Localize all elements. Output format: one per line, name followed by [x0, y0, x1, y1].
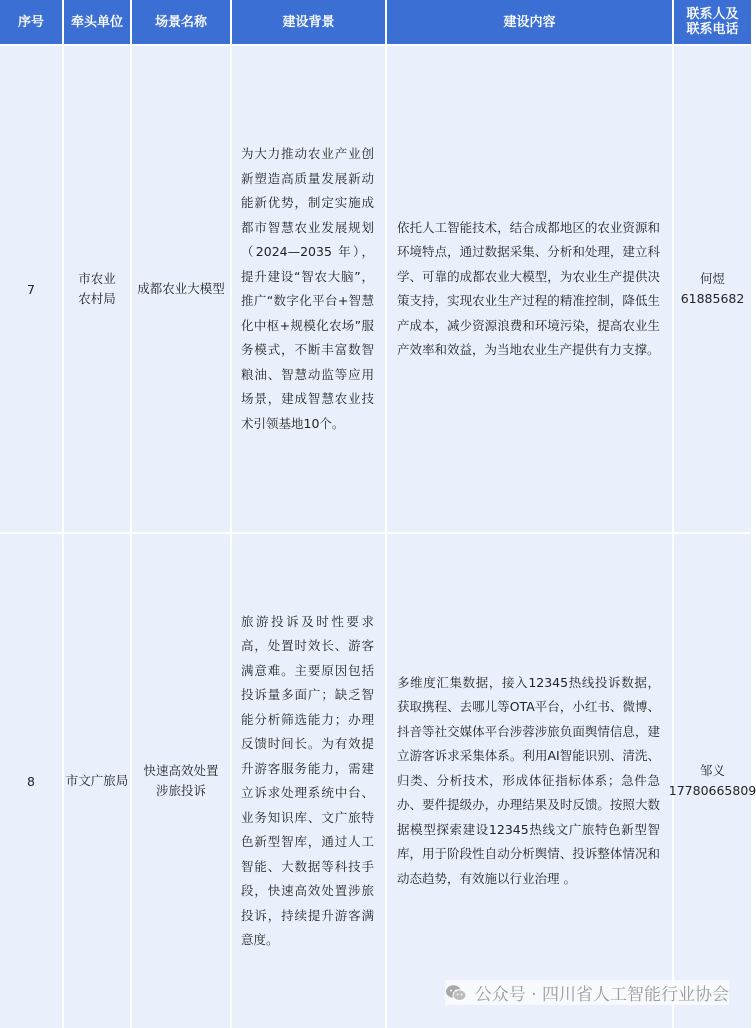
row-contact-phone: 61885682 — [680, 291, 745, 306]
header-contact-line1: 联系人及 — [686, 7, 739, 22]
header-content: 建设内容 — [387, 0, 674, 44]
table-row — [0, 46, 751, 532]
row-background — [232, 534, 387, 1028]
header-contact — [674, 0, 751, 44]
row-unit — [64, 46, 132, 532]
row-scene — [132, 46, 232, 532]
row-background-text: 为大力推动农业产业创新塑造高质量发展新动能新优势，制定实施成都市智慧农业发展规划（2024—2035 年），提升建设“智农大脑”，推广“数字化平台+智慧化中枢+规模化农场”服务模式，不断丰富数智粮油、智慧动监等应用场景，建成智慧农业技术引领基地10个。 — [241, 146, 374, 431]
wechat-icon — [445, 984, 467, 1002]
row-unit-line1: 市农业 — [78, 271, 116, 286]
row-contact — [674, 46, 751, 532]
row-contact-name: 何煜 — [699, 271, 725, 286]
row-unit — [64, 534, 132, 1028]
row-num: 7 — [0, 46, 64, 532]
row-scene-line1: 快速高效处置 — [143, 763, 219, 778]
header-num: 序号 — [0, 0, 64, 44]
row-contact-name: 邹义 — [699, 763, 725, 778]
row-unit-line2: 农村局 — [78, 291, 116, 306]
header-contact-line2: 联系电话 — [686, 22, 739, 37]
row-content — [387, 46, 674, 532]
row-scene-line2: 涉旅投诉 — [155, 783, 206, 798]
header-background: 建设背景 — [232, 0, 387, 44]
watermark-text: 公众号 · 四川省人工智能行业协会 — [474, 985, 729, 1005]
row-contact-phone: 17780665809 — [668, 783, 756, 798]
row-num: 8 — [0, 534, 64, 1028]
watermark — [445, 980, 729, 1005]
row-contact — [668, 534, 756, 1028]
row-content-text: 依托人工智能技术，结合成都地区的农业资源和环境特点，通过数据采集、分析和处理，建立科学、可靠的成都农业大模型，为农业生产提供决策支持，实现农业生产过程的精准控制，降低生产成本，减少资源浪费和环境污染，提高农业生产效率和效益，为当地农业生产提供有力支撑。 — [397, 219, 660, 357]
row-scene-line1: 成都农业大模型 — [137, 281, 225, 296]
row-content-text: 多维度汇集数据，接入12345热线投诉数据，获取携程、去哪儿等OTA平台，小红书、微博、抖音等社交媒体平台涉蓉涉旅负面舆情信息，建立游客诉求采集体系。利用AI智能识别、清洗、归类、分析技术，形成体征指标体系；急件急办、要件提级办，办理结果及时反馈。按照大数据模型探索建设12345热线文广旅特色新型智库，用于阶段性自动分析舆情、投诉整体情况和动态趋势，有效施以行业治理 。 — [397, 674, 660, 886]
row-content — [387, 534, 674, 1028]
row-background — [232, 46, 387, 532]
row-scene — [132, 534, 232, 1028]
table-row — [0, 534, 756, 1028]
header-scene: 场景名称 — [132, 0, 232, 44]
table-header — [0, 0, 751, 44]
header-unit: 牵头单位 — [64, 0, 132, 44]
row-background-text: 旅游投诉及时性要求高，处置时效长、游客满意难。主要原因包括投诉量多面广；缺乏智能分析筛选能力；办理反馈时间长。为有效提升游客服务能力，需建立诉求处理系统中台、业务知识库、文广旅特色新型智库，通过人工智能、大数据等科技手段，快速高效处置涉旅投诉，持续提升游客满意度。 — [241, 613, 374, 947]
row-unit-line1: 市文广旅局 — [65, 773, 129, 788]
